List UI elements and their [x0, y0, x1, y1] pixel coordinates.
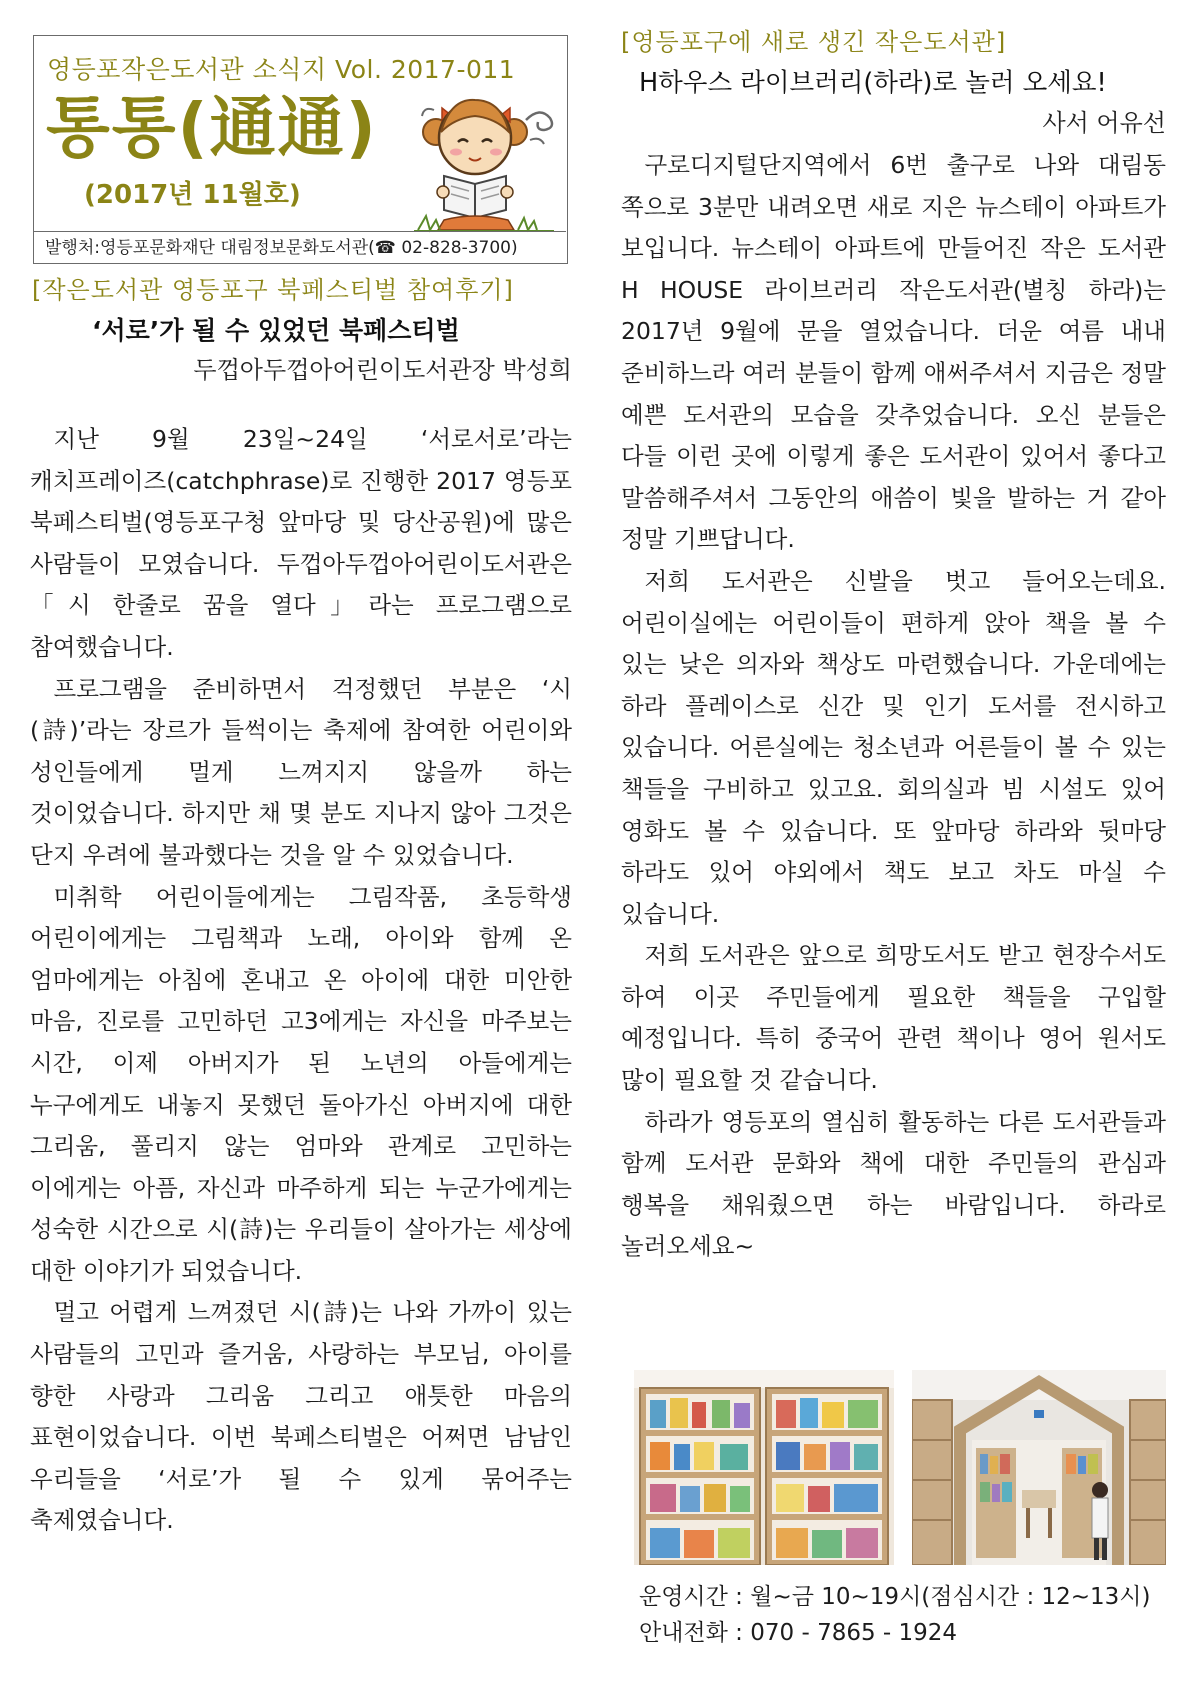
paragraph: 구로디지털단지역에서 6번 출구로 나와 대림동 쪽으로 3분만 내려오면 새로 지은 뉴스테이 아파트가 보입니다. 뉴스테이 아파트에 만들어진 작은 도서관 H HOUSE 라이브러리 작은도서관(별칭 하라)는 2017년 9월에 문을 열었습니다. 더운 여름 내내 준비하느라 여러 분들이 함께 애써주셔서 지금은 정말 예쁜 도서관의 모습을 갖추었습니다. 오신 분들은 다들 이런 곳에 이렇게 좋은 도서관이 있어서 좋다고 말씀해주셔서 그동안의 애씀이 빛을 발하는 거 같아 정말 기쁘답니다.	[621, 151, 1166, 554]
paragraph: 멀고 어렵게 느껴졌던 시(詩)는 나와 가까이 있는 사람들의 고민과 즐거움, 사랑하는 부모님, 아이를 향한 사랑과 그리움 그리고 애틋한 마음의 표현이었습니다. 이번 북페스티벌은 어쩌면 남남인 우리들을 ‘서로’가 될 수 있게 묶어주는 축제였습니다.	[30, 1298, 572, 1535]
library-photo-bookshelves	[634, 1370, 894, 1565]
paragraph: 미취학 어린이들에게는 그림작품, 초등학생 어린이에게는 그림책과 노래, 아이와 함께 온 엄마에게는 아침에 혼내고 온 아이에 대한 미안한 마음, 진로를 고민하던 고3에게는 자신을 마주보는 시간, 이제 아버지가 된 노년의 아들에게는 누구에게도 내놓지 못했던 돌아가신 아버지에 대한 그리움, 풀리지 않는 엄마와 관계로 고민하는 이에게는 아픔, 자신과 마주하게 되는 누군가에게는 성숙한 시간으로 시(詩)는 우리들이 살아가는 세상에 대한 이야기가 되었습니다.	[30, 882, 572, 1285]
section-tag: [영등포구에 새로 생긴 작은도서관]	[621, 28, 1007, 56]
publisher-info: 발행처:영등포문화재단 대림정보문화도서관(☎ 02-828-3700)	[34, 231, 566, 263]
newsletter-volume: 영등포작은도서관 소식지 Vol. 2017-011	[47, 55, 516, 84]
paragraph: 저희 도서관은 신발을 벗고 들어오는데요. 어린이실에는 어린이들이 편하게 앉아 책을 볼 수 있는 낮은 의자와 책상도 마련했습니다. 가운데에는 하라 플레이스로 신간 및 인기 도서를 전시하고 있습니다. 어른실에는 청소년과 어른들이 볼 수 있는 책들을 구비하고 있고요. 회의실과 빔 시설도 있어 영화도 볼 수 있습니다. 또 앞마당 하라와 뒷마당 하라도 있어 야외에서 책도 보고 차도 마실 수 있습니다.	[621, 566, 1166, 928]
article-title: H하우스 라이브러리(하라)로 놀러 오세요!	[639, 68, 1107, 98]
paragraph: 프로그램을 준비하면서 걱정했던 부분은 ‘시(詩)’라는 장르가 들썩이는 축제에 참여한 어린이와 성인들에게 멀게 느껴지지 않을까 하는 것이었습니다. 하지만 채 몇 분도 지나지 않아 그것은 단지 우려에 불과했다는 것을 알 수 있었습니다.	[30, 674, 572, 869]
article-body	[30, 419, 572, 1542]
section-tag: [작은도서관 영등포구 북페스티벌 참여후기]	[32, 276, 514, 304]
opening-hours: 운영시간 : 월~금 10~19시(점심시간 : 12~13시)	[639, 1584, 1151, 1610]
issue-date: (2017년 11월호)	[84, 180, 301, 210]
reading-girl-illustration	[414, 80, 564, 235]
paragraph: 저희 도서관은 앞으로 희망도서도 받고 현장수서도 하여 이곳 주민들에게 필요한 책들을 구입할 예정입니다. 특히 중국어 관련 책이나 영어 원서도 많이 필요할 것 같습니다.	[621, 941, 1166, 1095]
paragraph: 하라가 영등포의 열심히 활동하는 다른 도서관들과 함께 도서관 문화와 책에 대한 주민들의 관심과 행복을 채워줬으면 하는 바람입니다. 하라로 놀러오세요~	[621, 1107, 1166, 1261]
article-title: ‘서로’가 될 수 있었던 북페스티벌	[92, 316, 460, 345]
paragraph: 지난 9월 23일~24일 ‘서로서로’라는 캐치프레이즈(catchphrase)로 진행한 2017 영등포 북페스티벌(영등포구청 앞마당 및 당산공원)에 많은 사람들이 모였습니다. 두껍아두껍아어린이도서관은 「시 한줄로 꿈을 열다」라는 프로그램으로 참여했습니다.	[30, 425, 572, 661]
article-byline: 두껍아두껍아어린이도서관장 박성희	[193, 356, 572, 384]
newsletter-name: 통통(通通)	[46, 89, 378, 166]
article-byline: 사서 어유선	[1042, 109, 1166, 137]
masthead	[33, 35, 568, 264]
library-photo-reading-nook	[912, 1370, 1166, 1565]
contact-phone: 안내전화 : 070 - 7865 - 1924	[639, 1620, 958, 1646]
masthead-title-area	[34, 36, 569, 231]
article-body	[621, 145, 1166, 1268]
